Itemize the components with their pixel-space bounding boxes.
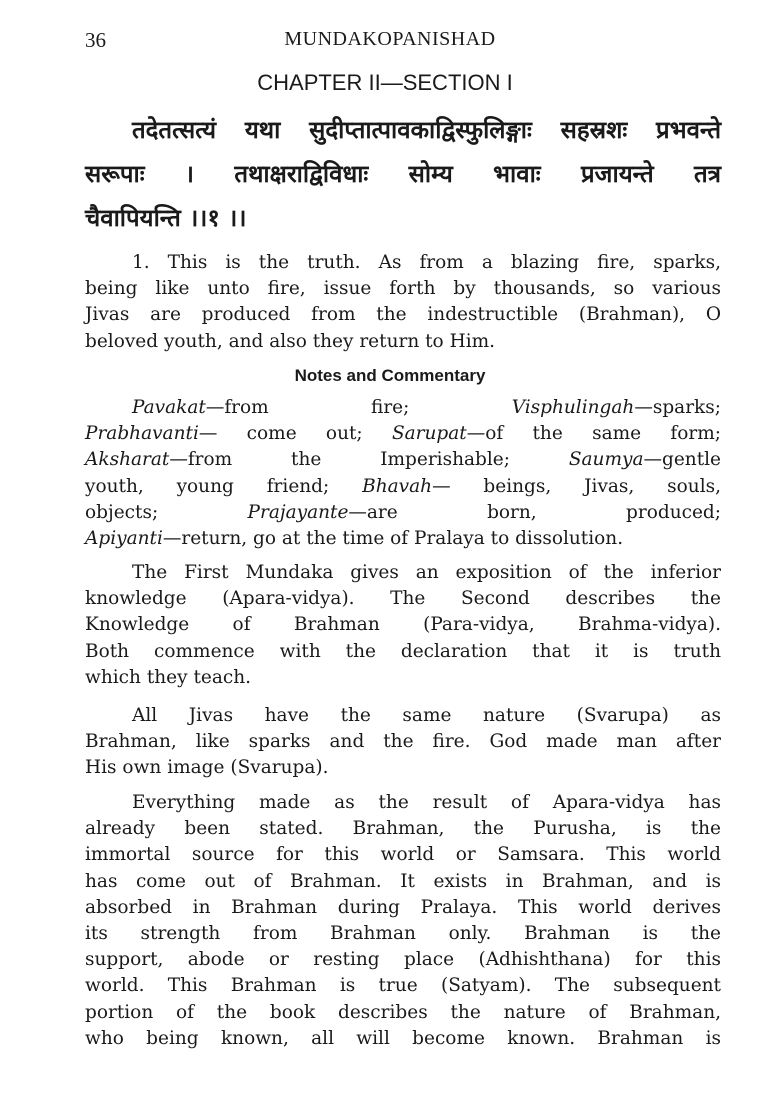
text-run: —sparks; xyxy=(634,397,721,418)
text-run: Knowledge of Brahman (Para-vidya, Brahma-vidya). xyxy=(85,614,721,636)
text-run: already been stated. Brahman, the Purusha, is the xyxy=(85,818,721,840)
paragraph-mundaka xyxy=(85,560,721,691)
italic-term: Prajayante xyxy=(247,501,349,523)
text-line xyxy=(85,500,721,526)
text-line xyxy=(85,250,721,276)
verse-translation xyxy=(85,250,721,355)
italic-term: Visphulingah xyxy=(511,397,635,418)
text-run: Brahman, like sparks and the fire. God made man after xyxy=(85,731,721,753)
text-line xyxy=(85,665,721,691)
text-line xyxy=(85,329,721,355)
text-run: तदेतत्सत्यं यथा सुदीप्तात्पावकाद्विस्फुलिङ्गाः सहस्रशः प्रभवन्ते xyxy=(132,115,721,144)
italic-term: Prabhavanti xyxy=(85,423,199,445)
text-line xyxy=(85,586,721,612)
paragraph-jivas xyxy=(85,703,721,782)
page-number: 36 xyxy=(85,28,106,52)
text-run: चैवापियन्ति ।।१ ।। xyxy=(85,203,247,232)
text-run: सरूपाः । तथाक्षराद्विविधाः सोम्य भावाः प्रजायन्ते तत्र xyxy=(85,159,721,188)
text-line xyxy=(85,703,721,729)
text-run: absorbed in Brahman during Pralaya. This world derives xyxy=(85,896,721,918)
text-run: —are born, produced; xyxy=(348,501,721,523)
text-line xyxy=(85,869,721,895)
text-line xyxy=(85,612,721,638)
text-run: its strength from Brahman only. Brahman is the xyxy=(85,922,721,944)
text-line xyxy=(85,302,721,328)
text-run: knowledge (Apara-vidya). The Second describes the xyxy=(85,588,721,610)
text-line xyxy=(85,947,721,973)
text-line xyxy=(85,816,721,842)
text-run: who being known, all will become known. Brahman is xyxy=(85,1027,721,1049)
text-line xyxy=(85,196,721,240)
text-run: youth, young friend; xyxy=(85,475,363,497)
text-run: has come out of Brahman. It exists in Brahman, and is xyxy=(85,870,721,892)
running-title: MUNDAKOPANISHAD xyxy=(284,28,496,50)
italic-term: Aksharat xyxy=(85,449,170,471)
notes-heading: Notes and Commentary xyxy=(294,366,486,385)
italic-term: Apiyanti xyxy=(85,527,163,549)
text-line xyxy=(85,474,721,500)
text-line xyxy=(85,895,721,921)
text-line xyxy=(85,790,721,816)
notes-glossary xyxy=(85,395,721,552)
text-run: which they teach. xyxy=(85,666,252,688)
text-run: support, abode or resting place (Adhishthana) for this xyxy=(85,949,721,971)
sanskrit-verse xyxy=(85,108,721,240)
text-line xyxy=(85,1000,721,1026)
text-run: immortal source for this world or Samsara. This world xyxy=(85,844,721,866)
paragraph-everything xyxy=(85,790,721,1052)
text-line xyxy=(85,973,721,999)
text-run: —gentle xyxy=(643,449,721,471)
text-run: beloved youth, and also they return to Him. xyxy=(85,330,496,352)
text-run: Both commence with the declaration that it is truth xyxy=(85,640,721,662)
text-run: portion of the book describes the nature of Brahman, xyxy=(85,1001,721,1023)
text-run: All Jivas have the same nature (Svarupa) as xyxy=(132,705,721,726)
text-run: The First Mundaka gives an exposition of the inferior xyxy=(132,562,721,583)
text-run: 1. This is the truth. As from a blazing fire, sparks, xyxy=(132,252,721,273)
text-line xyxy=(85,395,721,421)
text-line xyxy=(85,152,721,196)
text-run: — beings, Jivas, souls, xyxy=(432,475,721,497)
text-run: —from the Imperishable; xyxy=(169,449,569,471)
text-line xyxy=(85,108,721,152)
italic-term: Sarupat xyxy=(391,423,467,445)
text-line xyxy=(85,921,721,947)
italic-term: Pavakat xyxy=(132,397,206,418)
text-run: world. This Brahman is true (Satyam). The subsequent xyxy=(85,975,721,997)
text-run: His own image (Svarupa). xyxy=(85,757,329,779)
text-run: being like unto fire, issue forth by thousands, so various xyxy=(85,278,721,300)
text-line xyxy=(85,842,721,868)
text-line xyxy=(85,447,721,473)
italic-term: Saumya xyxy=(568,449,644,471)
chapter-title: CHAPTER II—SECTION I xyxy=(257,70,513,95)
text-line xyxy=(85,639,721,665)
text-run: —return, go at the time of Pralaya to dissolution. xyxy=(162,527,624,549)
text-run: objects; xyxy=(85,501,248,523)
text-line xyxy=(85,526,721,552)
text-run: — come out; xyxy=(198,423,392,445)
text-line xyxy=(85,1026,721,1052)
text-line xyxy=(85,729,721,755)
italic-term: Bhavah xyxy=(362,475,433,497)
text-line xyxy=(85,560,721,586)
text-line xyxy=(85,276,721,302)
text-run: —from fire; xyxy=(205,397,512,418)
text-run: —of the same form; xyxy=(466,423,721,445)
text-run: Everything made as the result of Apara-vidya has xyxy=(132,792,721,813)
text-line xyxy=(85,421,721,447)
text-run: Jivas are produced from the indestructible (Brahman), O xyxy=(85,304,721,326)
text-line xyxy=(85,755,721,781)
